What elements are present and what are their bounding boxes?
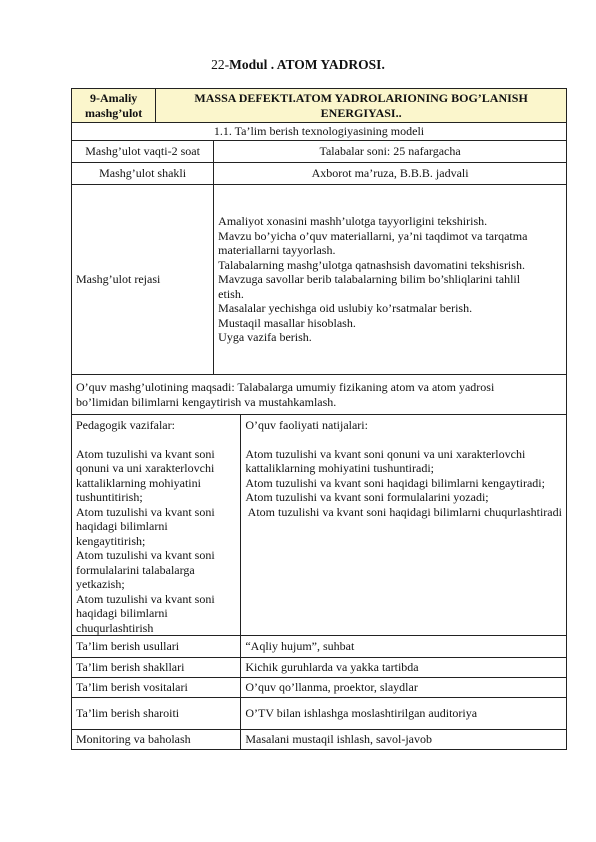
section-title: 1.1. Ta’lim berish texnologiyasining modeli: [72, 123, 567, 141]
header-row: [72, 89, 567, 123]
plan-item: Uyga vazifa berish.: [218, 330, 312, 345]
plan-item: Mavzuga savollar berib talabalarning bilim bo’shliqlarini tahlil etish.: [218, 272, 521, 301]
plan-item: Mavzu bo’yicha o’quv materiallarni, ya’ni taqdimot va tarqatma materiallarni tayyorlash.: [218, 228, 528, 258]
learning-outcomes: [241, 415, 567, 636]
row-label: Ta’lim berish sharoiti: [72, 698, 241, 730]
info-students: Talabalar soni: 25 nafargacha: [214, 141, 567, 163]
page-title: [0, 57, 596, 73]
title-prefix: 22-: [211, 57, 230, 72]
info-time: Mashg’ulot vaqti-2 soat: [72, 141, 214, 163]
row-value: Kichik guruhlarda va yakka tartibda: [241, 658, 567, 678]
plan-label: Mashg’ulot rejasi: [72, 185, 214, 375]
info-form: Mashg’ulot shakli: [72, 163, 214, 185]
lesson-topic: MASSA DEFEKTI.ATOM YADROLARIONING BOG’LANISH ENERGIYASI..: [156, 89, 567, 123]
method-row: [72, 678, 567, 698]
task-item: Atom tuzulishi va kvant soni formulalarini talabalarga yetkazish;: [76, 548, 215, 591]
task-item: Atom tuzulishi va kvant soni haqidagi bilimlarni kengaytitirish;: [76, 504, 215, 548]
method-row: [72, 636, 567, 658]
outcome-item: Atom tuzulishi va kvant soni qonuni va uni xarakterlovchi kattaliklarning mohiyatini tushuntiradi;: [245, 446, 526, 475]
outcome-item: Atom tuzulishi va kvant soni haqidagi bilimlarni kengaytiradi;: [245, 475, 545, 490]
row-value: “Aqliy hujum”, suhbat: [241, 636, 567, 658]
plan-item: Talabalarning mashg’ulotga qatnashsish davomatini tekshisrish.: [218, 257, 525, 272]
task-item: Atom tuzulishi va kvant soni haqidagi bilimlarni chuqurlashtirish: [76, 591, 215, 635]
row-label: Ta’lim berish shakllari: [72, 658, 241, 678]
plan-item: Masalalar yechishga oid uslubiy ko’rsatmalar berish.: [218, 301, 473, 316]
section-title-row: [72, 123, 567, 141]
method-row: [72, 658, 567, 678]
lesson-number: 9-Amaliy mashg’ulot: [72, 89, 156, 123]
plan-item: Amaliyot xonasini mashh’ulotga tayyorligini tekshirish.: [218, 214, 488, 229]
lesson-goal: O’quv mashg’ulotining maqsadi: Talabalarga umumiy fizikaning atom va atom yadrosi bo’limidan bilimlarni kengaytirish va mustahkamlash.: [72, 375, 567, 415]
info-row: [72, 163, 567, 185]
info-format: Axborot ma’ruza, B.B.B. jadvali: [214, 163, 567, 185]
goal-row: [72, 375, 567, 415]
info-row: [72, 141, 567, 163]
row-label: Ta’lim berish usullari: [72, 636, 241, 658]
pedagogical-tasks: [72, 415, 241, 636]
method-row: [72, 730, 567, 750]
row-value: O’TV bilan ishlashga moslashtirilgan auditoriya: [241, 698, 567, 730]
lesson-model-table: [71, 88, 567, 750]
outcome-item: Atom tuzulishi va kvant soni formulalarini yozadi;: [245, 490, 489, 504]
plan-row: [72, 185, 567, 375]
outcomes-title: O’quv faoliyati natijalari:: [245, 418, 368, 432]
row-label: Ta’lim berish vositalari: [72, 678, 241, 698]
tasks-row: [72, 415, 567, 636]
row-label: Monitoring va baholash: [72, 730, 241, 750]
title-text: Modul . ATOM YADROSI.: [229, 57, 385, 72]
row-value: O’quv qo’llanma, proektor, slaydlar: [241, 678, 567, 698]
outcome-item: Atom tuzulishi va kvant soni haqidagi bilimlarni chuqurlashtiradi: [245, 504, 562, 519]
plan-list: [214, 185, 567, 375]
tasks-title: Pedagogik vazifalar:: [76, 418, 175, 432]
plan-item: Mustaqil masallar hisoblash.: [218, 315, 356, 330]
row-value: Masalani mustaqil ishlash, savol-javob: [241, 730, 567, 750]
method-row: [72, 698, 567, 730]
task-item: Atom tuzulishi va kvant soni qonuni va uni xarakterlovchi kattaliklarning mohiyatini tushuntitirish;: [76, 446, 215, 504]
